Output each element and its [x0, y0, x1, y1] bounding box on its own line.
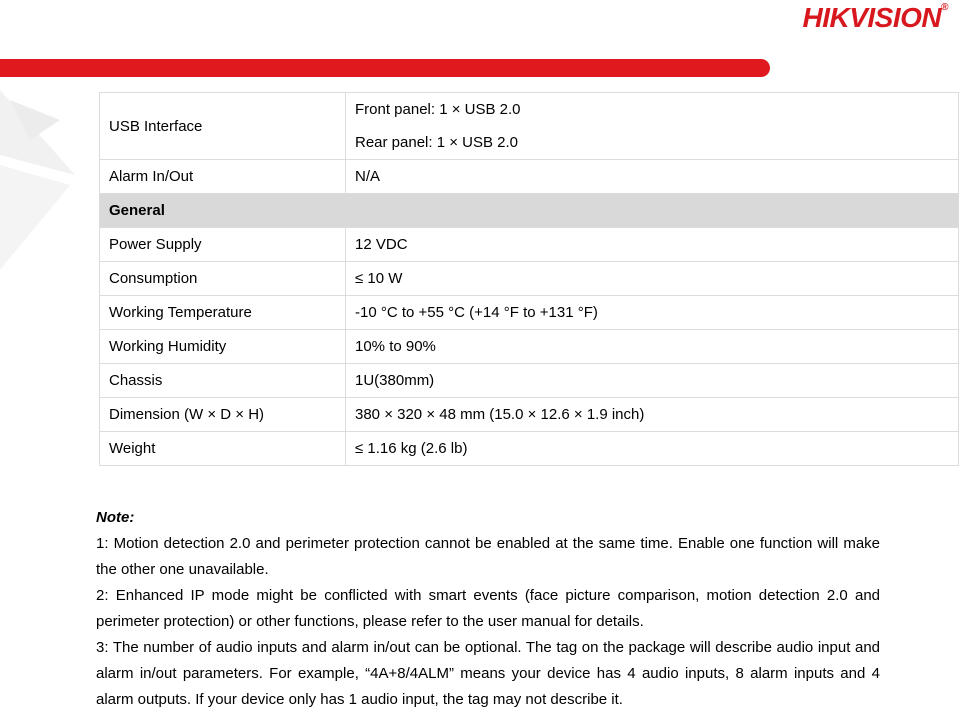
spec-table: [99, 92, 959, 466]
spec-value: [346, 93, 959, 160]
spec-value-line: Rear panel: 1 × USB 2.0: [355, 134, 519, 151]
spec-value: 10% to 90%: [346, 330, 959, 364]
spec-value: N/A: [346, 160, 959, 194]
table-row: [100, 330, 959, 364]
spec-label: Power Supply: [100, 228, 346, 262]
spec-label: Dimension (W × D × H): [100, 398, 346, 432]
table-row: [100, 296, 959, 330]
spec-label: Chassis: [100, 364, 346, 398]
hikvision-logo: [802, 2, 948, 34]
notes-title: Note:: [96, 509, 135, 526]
spec-value: 12 VDC: [346, 228, 959, 262]
spec-label: Working Humidity: [100, 330, 346, 364]
spec-value: ≤ 10 W: [346, 262, 959, 296]
header-red-bar: [0, 59, 770, 77]
logo-registered-mark: ®: [941, 2, 948, 13]
table-row: [100, 160, 959, 194]
note-item: 1: Motion detection 2.0 and perimeter protection cannot be enabled at the same time. Enable one function will make the other one unavailable.: [96, 535, 880, 578]
spec-value-line: Front panel: 1 × USB 2.0: [355, 101, 521, 118]
spec-label: Consumption: [100, 262, 346, 296]
decorative-watermark-icon: [0, 80, 100, 280]
spec-value: -10 °C to +55 °C (+14 °F to +131 °F): [346, 296, 959, 330]
note-item: 3: The number of audio inputs and alarm in/out can be optional. The tag on the package will describe audio input and alarm in/out parameters. For example, “4A+8/4ALM” means your device has 4 audio inputs, 8 alarm inputs and 4 alarm outputs. If your device only has 1 audio input, the tag may not describe it.: [96, 639, 880, 708]
spec-value: ≤ 1.16 kg (2.6 lb): [346, 432, 959, 466]
spec-label: USB Interface: [100, 93, 346, 160]
section-title: General: [100, 194, 959, 228]
notes-section: [96, 505, 880, 713]
table-row: [100, 93, 959, 160]
spec-value: 1U(380mm): [346, 364, 959, 398]
table-row: [100, 262, 959, 296]
table-row: [100, 364, 959, 398]
spec-value: 380 × 320 × 48 mm (15.0 × 12.6 × 1.9 inch): [346, 398, 959, 432]
table-row: [100, 228, 959, 262]
table-row: [100, 432, 959, 466]
section-header-row: [100, 194, 959, 228]
table-row: [100, 398, 959, 432]
logo-text: HIKVISION: [802, 2, 942, 33]
spec-label: Working Temperature: [100, 296, 346, 330]
spec-label: Alarm In/Out: [100, 160, 346, 194]
note-item: 2: Enhanced IP mode might be conflicted with smart events (face picture comparison, motion detection 2.0 and perimeter protection) or other functions, please refer to the user manual for details.: [96, 587, 880, 630]
spec-label: Weight: [100, 432, 346, 466]
